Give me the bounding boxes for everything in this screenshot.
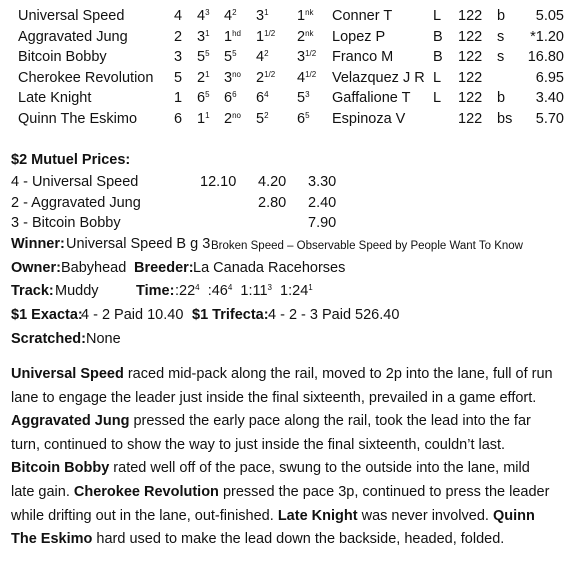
post-position — [174, 29, 182, 45]
finish-position — [297, 29, 314, 45]
finish-position-value: 3 — [297, 49, 306, 66]
comment-text: was never involved. — [357, 507, 493, 524]
third-call-margin: 1/2 — [264, 28, 276, 38]
odds-value: 5.70 — [535, 110, 564, 127]
weight-value: 122 — [458, 69, 483, 86]
comment-text: raced mid-pack along the rail, moved to 2p into the lane, full of run lane to engage the leader just inside the final sixteenth, prevailed in a game effort. — [11, 366, 553, 406]
equipment-value: s — [497, 28, 505, 45]
start-position-value: 3 — [197, 28, 206, 45]
second-call-margin: no — [232, 110, 241, 120]
equipment-value: s — [497, 49, 505, 66]
jockey-name — [332, 90, 410, 106]
equipment-value: bs — [497, 110, 513, 127]
mutuel-place: 2.80 — [258, 194, 287, 211]
mutuel-heading-row — [11, 151, 571, 171]
equipment-value: b — [497, 90, 506, 107]
odds — [530, 29, 564, 45]
horse-name-value: Late Knight — [18, 90, 92, 107]
scratched-value: None — [86, 331, 121, 347]
time-split: 1:11 — [240, 283, 268, 299]
post-position-value: 6 — [174, 110, 183, 127]
third-call-value: 3 — [256, 8, 265, 24]
comment-horse: Late Knight — [277, 507, 358, 524]
medication — [433, 8, 441, 24]
second-call — [224, 8, 237, 24]
weight — [458, 29, 482, 45]
odds-value: 16.80 — [527, 49, 564, 66]
jockey-name-value: Velazquez J R — [332, 69, 425, 86]
finish-position-value: 1 — [297, 8, 306, 24]
time-split-sup: 4 — [227, 283, 233, 292]
mutuel-heading: $2 Mutuel Prices: — [11, 152, 131, 168]
comment-text: pressed the early pace along the rail, took the lead into the far turn, continued to show the way to just inside the final sixteenth, couldn’t last. — [11, 413, 531, 453]
finish-position-margin: 1/2 — [305, 49, 317, 59]
result-row — [0, 68, 579, 89]
start-position-margin: 1 — [205, 110, 210, 120]
second-call — [224, 70, 241, 86]
breeder-label: Breeder: — [134, 260, 194, 276]
medication-value: L — [433, 69, 442, 86]
equipment — [497, 8, 505, 24]
start-position-value: 1 — [197, 110, 206, 127]
second-call — [224, 111, 241, 127]
third-call — [256, 8, 269, 24]
odds — [536, 70, 564, 86]
medication-value: B — [433, 28, 443, 45]
third-call-value: 1 — [256, 28, 265, 45]
second-call — [224, 90, 237, 106]
start-position — [197, 29, 210, 45]
odds-value: *1.20 — [530, 28, 564, 45]
second-call-margin: hd — [232, 28, 241, 38]
exacta-value: 4 - 2 Paid 10.40 — [81, 307, 184, 323]
second-call-value: 5 — [224, 49, 233, 66]
weight — [458, 70, 482, 86]
equipment — [497, 90, 505, 106]
start-position-value: 6 — [197, 90, 206, 107]
track-line — [11, 282, 571, 302]
horse-name — [18, 49, 107, 65]
second-call — [224, 49, 237, 65]
results-table — [0, 6, 579, 130]
comment-horse: Quinn The Eskimo — [11, 507, 535, 548]
second-call — [224, 29, 241, 45]
owner-label: Owner: — [11, 260, 61, 276]
horse-name — [18, 29, 128, 45]
finish-position-margin: 5 — [305, 110, 310, 120]
mutuel-show: 3.30 — [308, 174, 337, 190]
result-row — [0, 47, 579, 68]
jockey-name — [332, 70, 425, 86]
mutuel-show: 2.40 — [308, 194, 337, 211]
owner-value: Babyhead — [61, 260, 127, 276]
odds — [528, 49, 564, 65]
owner-line — [11, 259, 571, 279]
jockey-name-value: Gaffalione T — [332, 90, 411, 107]
post-position — [174, 90, 182, 106]
comment-text: pressed the pace 3p, continued to press the leader while drifting out in the lane, out-finished. — [11, 483, 550, 524]
start-position-margin: 1 — [205, 69, 210, 79]
mutuel-show: 7.90 — [308, 215, 337, 231]
mutuel-win: 12.10 — [200, 174, 237, 190]
post-position-value: 5 — [174, 69, 183, 86]
start-position — [197, 70, 210, 86]
medication — [433, 49, 443, 65]
second-call-margin: no — [232, 69, 241, 79]
jockey-name — [332, 8, 392, 24]
third-call — [256, 90, 269, 106]
medication — [433, 70, 441, 86]
start-position-value: 5 — [197, 49, 206, 66]
third-call-value: 6 — [256, 90, 265, 107]
medication-value: B — [433, 49, 443, 66]
mutuel-label: 4 - Universal Speed — [11, 174, 139, 190]
weight — [458, 8, 482, 24]
trifecta-label: $1 Trifecta: — [192, 307, 269, 323]
scratched-label: Scratched: — [11, 331, 86, 347]
start-position — [197, 111, 210, 127]
third-call-value: 2 — [256, 69, 265, 86]
weight — [458, 111, 482, 127]
horse-name-value: Universal Speed — [18, 8, 125, 24]
finish-position — [297, 111, 310, 127]
start-position — [197, 8, 210, 24]
horse-name — [18, 70, 153, 86]
finish-position — [297, 8, 314, 24]
third-call-value: 5 — [256, 110, 265, 127]
second-call-value: 4 — [224, 8, 233, 24]
start-position-margin: 3 — [205, 8, 210, 17]
odds — [536, 8, 564, 24]
time-split-sup: 4 — [195, 283, 200, 292]
race-comments — [11, 363, 556, 552]
horse-name — [18, 90, 91, 106]
weight-value: 122 — [458, 110, 483, 127]
start-position — [197, 90, 210, 106]
post-position-value: 2 — [174, 28, 183, 45]
finish-position-margin: nk — [305, 8, 314, 17]
third-call-margin: 4 — [264, 90, 269, 100]
finish-position-value: 6 — [297, 110, 306, 127]
start-position-value: 2 — [197, 69, 206, 86]
second-call-value: 6 — [224, 90, 233, 107]
result-row — [0, 27, 579, 48]
third-call — [256, 29, 275, 45]
second-call-margin: 2 — [232, 8, 237, 17]
second-call-margin: 5 — [232, 49, 237, 59]
result-row — [0, 109, 579, 130]
medication-value: L — [433, 8, 442, 24]
time-split-sup: 1 — [308, 283, 313, 292]
horse-name-value: Bitcoin Bobby — [18, 49, 107, 66]
comment-text: hard used to make the lead down the backside, headed, folded. — [92, 531, 505, 548]
mutuel-row — [11, 173, 571, 193]
jockey-name — [332, 49, 393, 65]
comment-horse: Cherokee Revolution — [73, 483, 219, 500]
weight-value: 122 — [458, 90, 483, 107]
comment-text: rated well off of the pace, swung to the outside into the lane, mild late gain. — [11, 460, 530, 500]
jockey-name — [332, 111, 405, 127]
second-call-margin: 6 — [232, 90, 237, 100]
start-position-value: 4 — [197, 8, 206, 24]
jockey-name-value: Espinoza V — [332, 110, 406, 127]
finish-position-value: 5 — [297, 90, 306, 107]
finish-position-margin: 3 — [305, 90, 310, 100]
finish-position-value: 4 — [297, 69, 306, 86]
third-call-margin: 1 — [264, 8, 269, 17]
winner-value: Universal Speed B g 3 — [66, 236, 211, 252]
odds-value: 3.40 — [535, 90, 564, 107]
horse-name-value: Quinn The Eskimo — [18, 110, 138, 127]
finish-position — [297, 70, 316, 86]
third-call-value: 4 — [256, 49, 265, 66]
winner-line — [11, 235, 571, 255]
trifecta-value: 4 - 2 - 3 Paid 526.40 — [268, 307, 400, 323]
track-label: Track: — [11, 283, 54, 299]
weight-value: 122 — [458, 49, 483, 66]
winner-breeding: Broken Speed – Observable Speed by People Want To Know — [211, 240, 523, 252]
weight-value: 122 — [458, 28, 483, 45]
time-label: Time: — [136, 283, 175, 299]
track-value: Muddy — [55, 283, 99, 299]
post-position-value: 4 — [174, 8, 183, 24]
finish-position — [297, 90, 310, 106]
post-position — [174, 49, 182, 65]
post-position — [174, 8, 182, 24]
result-row — [0, 6, 579, 27]
start-position-margin: 1 — [205, 28, 210, 38]
equipment — [497, 49, 504, 65]
weight — [458, 90, 482, 106]
time-split: :46 — [207, 283, 228, 299]
weight-value: 122 — [458, 8, 483, 24]
second-call-value: 2 — [224, 110, 233, 127]
mutuel-place: 4.20 — [258, 174, 287, 190]
third-call — [256, 49, 269, 65]
equipment-value: b — [497, 8, 506, 24]
post-position-value: 1 — [174, 90, 183, 107]
finish-position-value: 2 — [297, 28, 306, 45]
finish-position-margin: 1/2 — [305, 69, 317, 79]
second-call-value: 3 — [224, 69, 233, 86]
third-call — [256, 70, 275, 86]
jockey-name-value: Franco M — [332, 49, 394, 66]
horse-name-value: Aggravated Jung — [18, 28, 128, 45]
post-position — [174, 111, 182, 127]
start-position-margin: 5 — [205, 90, 210, 100]
start-position-margin: 5 — [205, 49, 210, 59]
jockey-name-value: Conner T — [332, 8, 393, 24]
mutuel-label: 3 - Bitcoin Bobby — [11, 215, 121, 231]
odds — [536, 90, 564, 106]
third-call-margin: 1/2 — [264, 69, 276, 79]
exacta-label: $1 Exacta: — [11, 307, 83, 323]
winner-label: Winner: — [11, 236, 65, 252]
finish-position-margin: nk — [305, 28, 314, 38]
comment-horse: Bitcoin Bobby — [11, 460, 110, 477]
time-final: 1:24 — [280, 283, 309, 299]
result-row — [0, 88, 579, 109]
equipment — [497, 111, 512, 127]
mutuel-label: 2 - Aggravated Jung — [11, 194, 141, 211]
comment-horse: Aggravated Jung — [11, 413, 130, 430]
odds — [536, 111, 564, 127]
start-position — [197, 49, 210, 65]
post-position-value: 3 — [174, 49, 183, 66]
third-call-margin: 2 — [264, 49, 269, 59]
time-split-sup: 3 — [267, 283, 272, 292]
horse-name — [18, 8, 124, 24]
scratched-line — [11, 330, 571, 350]
horse-name-value: Cherokee Revolution — [18, 69, 154, 86]
time-split: :22 — [175, 283, 196, 299]
medication — [433, 29, 443, 45]
mutuel-row — [11, 194, 571, 214]
exotics-line — [11, 306, 571, 326]
equipment — [497, 29, 504, 45]
time-fractions — [175, 283, 313, 299]
jockey-name — [332, 29, 385, 45]
post-position — [174, 70, 182, 86]
horse-name — [18, 111, 137, 127]
third-call — [256, 111, 269, 127]
odds-value: 5.05 — [535, 8, 564, 24]
weight — [458, 49, 482, 65]
breeder-value: La Canada Racehorses — [193, 260, 346, 276]
comment-horse: Universal Speed — [11, 366, 124, 382]
second-call-value: 1 — [224, 28, 233, 45]
mutuel-row — [11, 214, 571, 234]
finish-position — [297, 49, 316, 65]
third-call-margin: 2 — [264, 110, 269, 120]
odds-value: 6.95 — [535, 69, 564, 86]
medication — [433, 90, 441, 106]
jockey-name-value: Lopez P — [332, 28, 386, 45]
medication-value: L — [433, 90, 442, 107]
